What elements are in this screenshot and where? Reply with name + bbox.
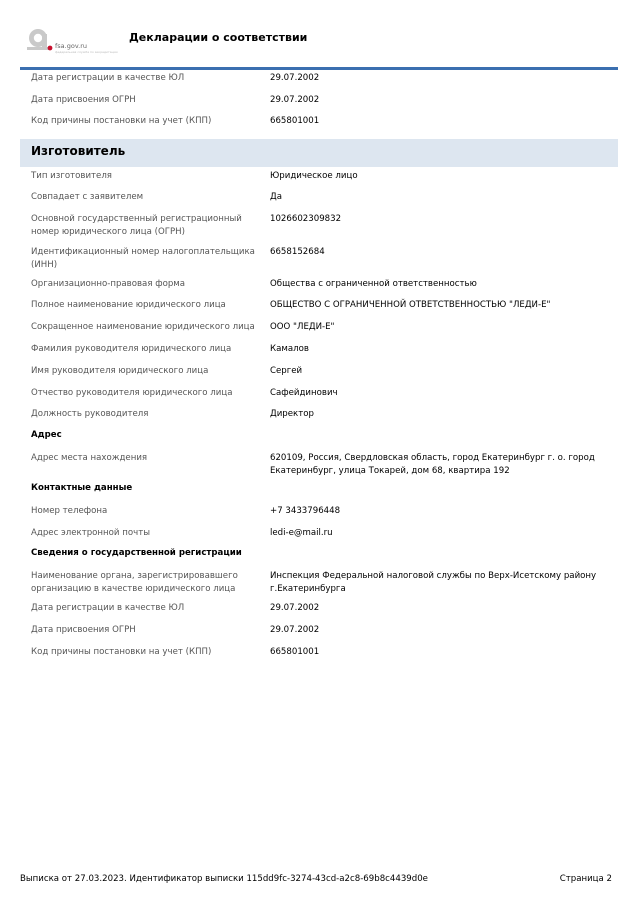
field-label: Основной государственный регистрационный номер юридического лица (ОГРН) — [31, 214, 242, 237]
subsection-title-contacts: Контактные данные — [31, 483, 133, 493]
logo-text: fsa.gov.ru — [55, 42, 88, 50]
field-label: Номер телефона — [31, 506, 108, 516]
field-label: Должность руководителя — [31, 409, 149, 419]
header-divider — [20, 67, 618, 70]
field-value: ООО "ЛЕДИ-Е" — [270, 322, 335, 332]
field-value: 6658152684 — [270, 247, 325, 257]
subsection-title-address: Адрес — [31, 430, 62, 440]
field-label: Дата присвоения ОГРН — [31, 625, 136, 635]
field-value: Юридическое лицо — [270, 171, 358, 181]
field-label: Совпадает с заявителем — [31, 192, 144, 202]
field-value: 29.07.2002 — [270, 73, 320, 83]
field-label: Наименование органа, зарегистрировавшего организацию в качестве юридического лица — [31, 571, 238, 594]
field-label: Адрес электронной почты — [31, 528, 150, 538]
field-value: Сергей — [270, 366, 303, 376]
footer-extract-info: Выписка от 27.03.2023. Идентификатор выписки 115dd9fc-3274-43cd-a2c8-69b8c4439d0e — [20, 874, 428, 884]
field-value: 665801001 — [270, 116, 320, 126]
field-value: 665801001 — [270, 647, 320, 657]
field-label: Имя руководителя юридического лица — [31, 366, 209, 376]
page-header — [0, 0, 644, 66]
field-value: 620109, Россия, Свердловская область, город Екатеринбург г. о. город Екатеринбург, улица Токарей, дом 68, квартира 192 — [270, 453, 595, 476]
field-value: Сафейдинович — [270, 388, 338, 398]
field-label: Адрес места нахождения — [31, 453, 148, 463]
field-value: 29.07.2002 — [270, 625, 320, 635]
field-value: Директор — [270, 409, 314, 419]
footer-page-number: Страница 2 — [559, 874, 612, 884]
field-value: 29.07.2002 — [270, 95, 320, 105]
field-label: Сокращенное наименование юридического лица — [31, 322, 255, 332]
field-label: Дата присвоения ОГРН — [31, 95, 136, 105]
field-label: Идентификационный номер налогоплательщика (ИНН) — [31, 247, 255, 270]
field-label: Фамилия руководителя юридического лица — [31, 344, 232, 354]
field-label: Код причины постановки на учет (КПП) — [31, 647, 212, 657]
section-header-manufacturer — [20, 139, 618, 167]
field-value: Да — [270, 192, 282, 202]
field-value: ledi-e@mail.ru — [270, 528, 333, 538]
field-value: 29.07.2002 — [270, 603, 320, 613]
field-label: Полное наименование юридического лица — [31, 300, 226, 310]
field-label: Дата регистрации в качестве ЮЛ — [31, 603, 185, 613]
field-value: +7 3433796448 — [270, 506, 341, 516]
field-value: Камалов — [270, 344, 309, 354]
field-value: ОБЩЕСТВО С ОГРАНИЧЕННОЙ ОТВЕТСТВЕННОСТЬЮ "ЛЕДИ-Е" — [270, 300, 551, 310]
field-label: Дата регистрации в качестве ЮЛ — [31, 73, 185, 83]
field-label: Организационно-правовая форма — [31, 279, 186, 289]
field-value: 1026602309832 — [270, 214, 342, 224]
fsa-logo — [27, 26, 118, 56]
field-label: Код причины постановки на учет (КПП) — [31, 116, 212, 126]
page-title: Декларации о соответствии — [129, 31, 308, 44]
fsa-logo-icon — [27, 26, 53, 52]
field-label: Отчество руководителя юридического лица — [31, 388, 233, 398]
field-value: Общества с ограниченной ответственностью — [270, 279, 477, 289]
field-label: Тип изготовителя — [31, 171, 112, 181]
field-value: Инспекция Федеральной налоговой службы по Верх-Исетскому району г.Екатеринбурга — [270, 571, 597, 594]
section-title: Изготовитель — [31, 144, 126, 158]
logo-subtext: федеральная служба по аккредитации — [55, 50, 118, 54]
subsection-title-registration: Сведения о государственной регистрации — [31, 548, 242, 558]
